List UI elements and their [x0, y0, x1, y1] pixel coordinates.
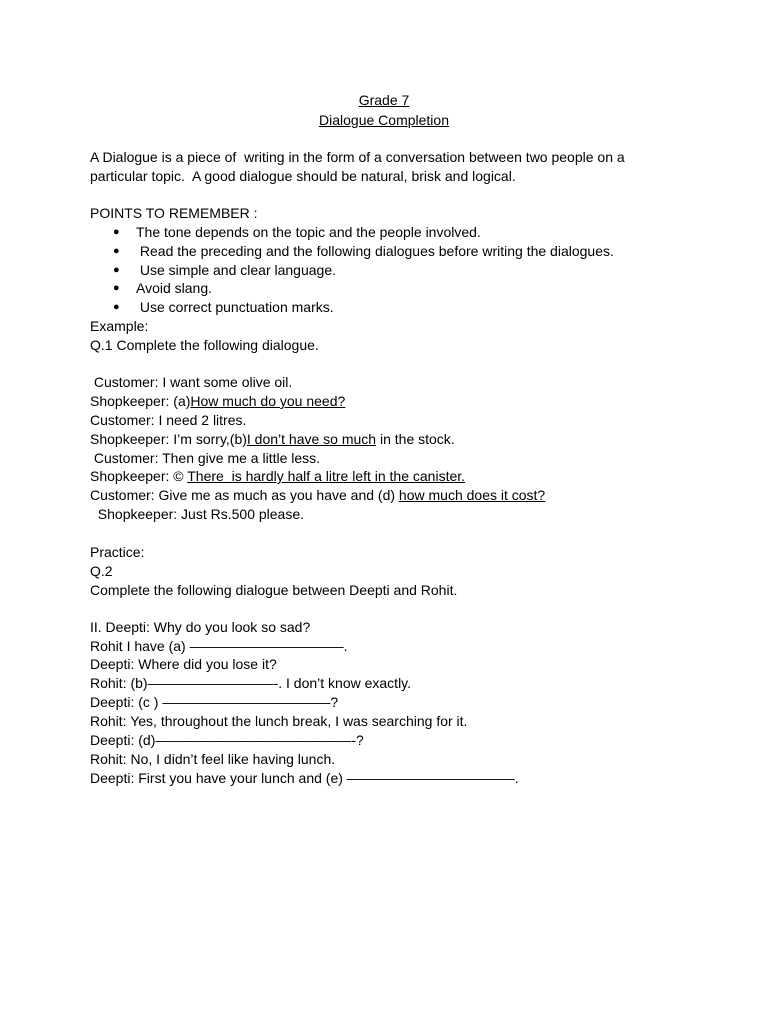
bullet-icon: ●	[113, 301, 120, 313]
practice-question-number: Q.2	[90, 563, 113, 579]
dialogue-line: Deepti: Where did you lose it?	[90, 656, 277, 672]
bullet-icon: ●	[113, 282, 120, 294]
point-item: Use correct punctuation marks.	[136, 299, 334, 315]
point-item: Avoid slang.	[136, 280, 213, 296]
dialogue-line: Shopkeeper: Just Rs.500 please.	[90, 506, 305, 522]
dialogue-line: Customer: Then give me a little less.	[90, 450, 321, 466]
answer-text: There is hardly half a litre left in the canister.	[187, 468, 466, 484]
intro-line-2: particular topic. A good dialogue should be natural, brisk and logical.	[90, 168, 516, 184]
dialogue-line: Shopkeeper: (a)How much do you need?	[90, 393, 346, 409]
dialogue-line: II. Deepti: Why do you look so sad?	[90, 619, 311, 635]
points-heading: POINTS TO REMEMBER :	[90, 205, 258, 221]
dialogue-line: Deepti: (c ) ————————————?	[90, 694, 339, 710]
dialogue-line: Deepti: (d)——————————————-?	[90, 732, 364, 748]
grade-heading: Grade 7	[358, 92, 410, 108]
bullet-icon: ●	[113, 264, 120, 276]
dialogue-line: Shopkeeper: I’m sorry,(b)I don’t have so much in the stock.	[90, 431, 455, 447]
dialogue-line: Shopkeeper: © There is hardly half a litre left in the canister.	[90, 468, 466, 484]
dialogue-line: Rohit: (b)—————————-. I don’t know exactly.	[90, 675, 412, 691]
answer-text: I don’t have so much	[246, 431, 377, 447]
dialogue-line: Rohit: Yes, throughout the lunch break, I was searching for it.	[90, 713, 468, 729]
practice-label: Practice:	[90, 544, 145, 560]
bullet-icon: ●	[113, 226, 120, 238]
example-label: Example:	[90, 318, 149, 334]
practice-instruction: Complete the following dialogue between Deepti and Rohit.	[90, 582, 458, 598]
dialogue-line: Customer: Give me as much as you have and (d) how much does it cost?	[90, 487, 546, 503]
example-question: Q.1 Complete the following dialogue.	[90, 337, 319, 353]
point-item: Use simple and clear language.	[136, 262, 337, 278]
answer-text: how much does it cost?	[398, 487, 546, 503]
dialogue-line: Deepti: First you have your lunch and (e) ————————————.	[90, 770, 519, 786]
document-title: Dialogue Completion	[319, 112, 449, 128]
point-item: Read the preceding and the following dialogues before writing the dialogues.	[136, 243, 614, 259]
dialogue-line: Customer: I want some olive oil.	[90, 374, 293, 390]
answer-text: How much do you need?	[190, 393, 346, 409]
dialogue-line: Customer: I need 2 litres.	[90, 412, 247, 428]
dialogue-line: Rohit: No, I didn’t feel like having lunch.	[90, 751, 336, 767]
intro-line-1: A Dialogue is a piece of writing in the form of a conversation between two people on a	[90, 149, 625, 165]
bullet-icon: ●	[113, 245, 120, 257]
point-item: The tone depends on the topic and the people involved.	[136, 224, 481, 240]
dialogue-line: Rohit I have (a) ———————————.	[90, 638, 348, 654]
